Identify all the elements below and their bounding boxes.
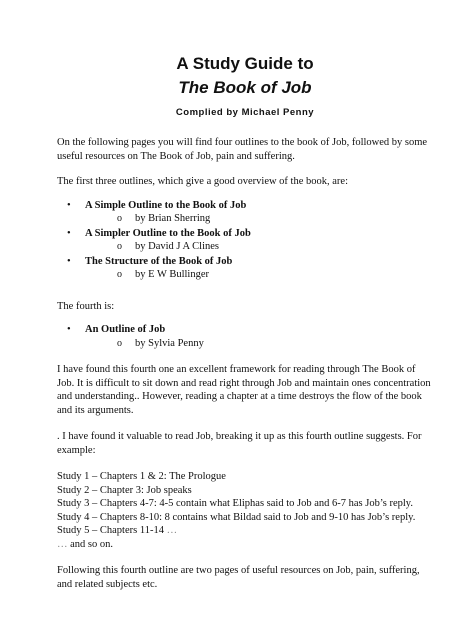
study-line xyxy=(57,524,433,538)
circle-bullet-icon: o xyxy=(117,337,122,349)
outline-author xyxy=(85,268,433,282)
bullet-icon: • xyxy=(67,255,71,267)
following-paragraph: Following this fourth outline are two pages of useful resources on Job, pain, suffering, and related subjects etc. xyxy=(57,565,420,590)
outline-author-text: by David J A Clines xyxy=(135,241,220,252)
bullet-icon: • xyxy=(67,324,71,335)
list-item xyxy=(57,227,433,254)
title-line-2: The Book of Job xyxy=(178,78,312,97)
byline: Complied by Michael Penny xyxy=(175,107,315,118)
circle-bullet-icon: o xyxy=(117,269,122,280)
study-line: Study 1 – Chapters 1 & 2: The Prologue xyxy=(57,471,226,482)
list-item xyxy=(57,255,433,282)
and-so-on-ellipsis: … xyxy=(57,538,68,550)
study-list xyxy=(57,470,433,551)
outline-author-text: by Sylvia Penny xyxy=(135,337,204,349)
outline-title: A Simple Outline to the Book of Job xyxy=(85,199,247,211)
fourth-intro: The fourth is: xyxy=(57,300,115,312)
fourth-outline-list xyxy=(57,323,433,350)
outline-author xyxy=(85,212,433,226)
outline-title: A Simpler Outline to the Book of Job xyxy=(85,227,251,239)
study-line: Study 2 – Chapter 3: Job speaks xyxy=(57,484,192,496)
outline-author-text: by E W Bullinger xyxy=(135,269,209,280)
bullet-icon: • xyxy=(67,199,71,211)
outline-list xyxy=(57,199,433,282)
and-so-on-line xyxy=(57,538,433,552)
outlines-intro: The first three outlines, which give a good overview of the book, are: xyxy=(57,176,348,187)
circle-bullet-icon: o xyxy=(117,213,122,224)
outline-title: An Outline of Job xyxy=(85,324,166,335)
and-so-on-text: and so on. xyxy=(67,538,113,550)
title-line-1: A Study Guide to xyxy=(176,54,314,73)
list-item xyxy=(57,199,433,226)
framework-paragraph: I have found this fourth one an excellent framework for reading through The Book of Job. It is difficult to sit down and read right through Job and maintain ones concentration and understanding.. However, reading a chapter at a time destroys the flow of the book and its arguments. xyxy=(57,364,431,416)
circle-bullet-icon: o xyxy=(117,241,122,252)
valuable-paragraph: . I have found it valuable to read Job, breaking it up as this fourth outline suggests. For example: xyxy=(57,431,422,456)
study-5-ellipsis: … xyxy=(166,525,178,536)
list-item xyxy=(57,323,433,350)
outline-author xyxy=(85,337,433,351)
outline-title: The Structure of the Book of Job xyxy=(85,255,233,267)
study-5-text: Study 5 – Chapters 11-14 xyxy=(57,525,167,536)
intro-paragraph: On the following pages you will find four outlines to the book of Job, followed by some useful resources on The Book of Job, pain and suffering. xyxy=(57,137,428,162)
outline-author-text: by Brian Sherring xyxy=(135,213,211,224)
study-line: Study 3 – Chapters 4-7: 4-5 contain what Eliphas said to Job and 6-7 has Job’s reply. xyxy=(57,498,413,509)
bullet-icon: • xyxy=(67,227,71,239)
document-page xyxy=(57,52,433,591)
study-line: Study 4 – Chapters 8-10: 8 contains what Bildad said to Job and 9-10 has Job’s reply. xyxy=(57,511,416,523)
outline-author xyxy=(85,240,433,254)
